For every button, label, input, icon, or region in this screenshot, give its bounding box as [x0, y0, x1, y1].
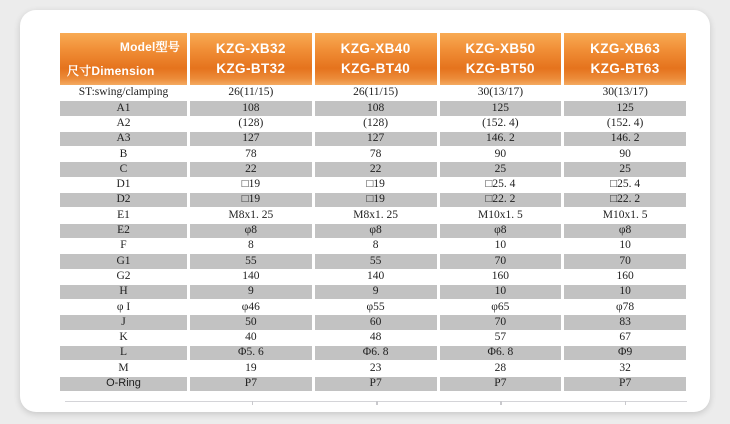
cell-value: 48 — [369, 331, 382, 344]
row-label: B — [119, 147, 128, 160]
cell-value: 70 — [564, 254, 686, 268]
column-tick — [252, 401, 254, 405]
cell-value: 22 — [190, 162, 312, 176]
row-label: φ I — [116, 300, 131, 313]
cell-value: φ8 — [315, 224, 437, 238]
cell-value: 83 — [564, 315, 686, 329]
cell-value: 10 — [494, 239, 507, 252]
dimension-label: 尺寸Dimension — [67, 63, 155, 78]
cell-value: 160 — [491, 269, 509, 282]
cell-value: 67 — [619, 331, 631, 344]
column-tick — [376, 401, 378, 405]
row-label: K — [119, 331, 128, 344]
cell-value: 108 — [315, 101, 437, 115]
cell-value: 23 — [369, 361, 382, 374]
model-column-header-kzg-xb32: KZG-XB32 KZG-BT32 — [190, 33, 312, 85]
table-row — [60, 377, 686, 391]
cell-value: φ65 — [491, 300, 510, 313]
column-tick — [500, 401, 502, 405]
model-column-header-kzg-xb40: KZG-XB40 KZG-BT40 — [315, 33, 437, 85]
cell-value: 30(13/17) — [477, 86, 524, 99]
cell-value: 55 — [315, 254, 437, 268]
row-label: O-Ring — [60, 377, 187, 391]
row-label: C — [60, 162, 187, 176]
cell-value: 32 — [619, 361, 631, 374]
cell-value: φ8 — [190, 224, 312, 238]
row-label: G1 — [60, 254, 187, 268]
cell-value: 9 — [190, 285, 312, 299]
cell-value: □25. 4 — [485, 178, 516, 191]
table-row — [60, 315, 686, 329]
cell-value: 28 — [494, 361, 507, 374]
table-row — [60, 101, 686, 115]
table-row — [60, 178, 686, 192]
cell-value: 125 — [564, 101, 686, 115]
cell-value: 90 — [494, 147, 507, 160]
cell-value: (128) — [363, 116, 389, 129]
cell-value: 70 — [440, 254, 562, 268]
table-row — [60, 132, 686, 146]
row-label: A3 — [60, 132, 187, 146]
cell-value: φ8 — [440, 224, 562, 238]
cell-value: 70 — [440, 315, 562, 329]
row-label: D1 — [116, 178, 131, 191]
cell-value: 127 — [190, 132, 312, 146]
next-table-top-edge — [65, 401, 687, 402]
row-label: E2 — [60, 224, 187, 238]
table-row — [60, 361, 686, 375]
cell-value: □25. 4 — [610, 178, 641, 191]
cell-value: 90 — [619, 147, 631, 160]
cell-value: P7 — [315, 377, 437, 391]
cell-value: 78 — [245, 147, 257, 160]
cell-value: (152. 4) — [606, 116, 644, 129]
row-label: L — [60, 346, 187, 360]
cell-value: 40 — [245, 331, 257, 344]
table-row — [60, 147, 686, 161]
model-column-header-kzg-xb50: KZG-XB50 KZG-BT50 — [440, 33, 562, 85]
cell-value: Φ6. 8 — [315, 346, 437, 360]
cell-value: 9 — [315, 285, 437, 299]
cell-value: 8 — [372, 239, 379, 252]
cell-value: 30(13/17) — [602, 86, 648, 99]
cell-value: 10 — [440, 285, 562, 299]
cell-value: P7 — [190, 377, 312, 391]
table-row — [60, 193, 686, 207]
cell-value: 10 — [564, 285, 686, 299]
table-header — [60, 33, 686, 85]
table-row — [60, 285, 686, 299]
model-label: Model型号 — [119, 40, 180, 55]
row-label: H — [60, 285, 187, 299]
table-row — [60, 300, 686, 314]
cell-value: 127 — [315, 132, 437, 146]
cell-value: φ8 — [564, 224, 686, 238]
cell-value: (152. 4) — [482, 116, 519, 129]
cell-value: 26(11/15) — [228, 86, 274, 99]
cell-value: P7 — [440, 377, 562, 391]
row-label: G2 — [116, 269, 131, 282]
dimension-spec-table — [57, 32, 689, 392]
cell-value: φ46 — [241, 300, 260, 313]
cell-value: (128) — [238, 116, 264, 129]
row-label: A2 — [116, 116, 131, 129]
cell-value: Φ5. 6 — [190, 346, 312, 360]
cell-value: □19 — [366, 178, 385, 191]
spec-table-card — [20, 10, 710, 412]
row-label: A1 — [60, 101, 187, 115]
cell-value: M10x1. 5 — [602, 208, 648, 221]
cell-value: 140 — [242, 269, 260, 282]
cell-value: 25 — [564, 162, 686, 176]
cell-value: 60 — [315, 315, 437, 329]
cell-value: 19 — [245, 361, 257, 374]
cell-value: 50 — [190, 315, 312, 329]
cell-value: □22. 2 — [564, 193, 686, 207]
cell-value: 55 — [190, 254, 312, 268]
cell-value: □19 — [315, 193, 437, 207]
row-label: F — [120, 239, 127, 252]
header-corner-cell — [60, 33, 187, 85]
cell-value: 22 — [315, 162, 437, 176]
cell-value: M8x1. 25 — [353, 208, 398, 221]
cell-value: 125 — [440, 101, 562, 115]
row-label: D2 — [60, 193, 187, 207]
table-row — [60, 117, 686, 131]
cell-value: □19 — [241, 178, 261, 191]
cell-value: Φ6. 8 — [440, 346, 562, 360]
table-row — [60, 224, 686, 238]
row-label: ST:swing/clamping — [78, 86, 169, 99]
table-row — [60, 270, 686, 284]
cell-value: P7 — [564, 377, 686, 391]
cell-value: φ78 — [616, 300, 635, 313]
cell-value: Φ9 — [564, 346, 686, 360]
table-row — [60, 239, 686, 253]
table-row — [60, 208, 686, 222]
table-row — [60, 331, 686, 345]
cell-value: 146. 2 — [564, 132, 686, 146]
table-row — [60, 162, 686, 176]
cell-value: □22. 2 — [440, 193, 562, 207]
model-column-header-kzg-xb63: KZG-XB63 KZG-BT63 — [564, 33, 686, 85]
cell-value: 160 — [616, 269, 634, 282]
cell-value: 108 — [190, 101, 312, 115]
table-row — [60, 254, 686, 268]
cell-value: φ55 — [366, 300, 385, 313]
cell-value: 78 — [369, 147, 382, 160]
cell-value: 57 — [494, 331, 507, 344]
column-tick — [625, 401, 627, 405]
cell-value: 146. 2 — [440, 132, 562, 146]
table-row — [60, 86, 686, 100]
row-label: E1 — [117, 208, 130, 221]
cell-value: M8x1. 25 — [228, 208, 274, 221]
table-body — [60, 86, 686, 391]
cell-value: 26(11/15) — [353, 86, 399, 99]
cell-value: M10x1. 5 — [478, 208, 523, 221]
cell-value: 8 — [248, 239, 254, 252]
cell-value: 10 — [619, 239, 631, 252]
row-label: M — [118, 361, 129, 374]
table-row — [60, 346, 686, 360]
cell-value: □19 — [190, 193, 312, 207]
cell-value: 140 — [367, 269, 385, 282]
cell-value: 25 — [440, 162, 562, 176]
row-label: J — [60, 315, 187, 329]
